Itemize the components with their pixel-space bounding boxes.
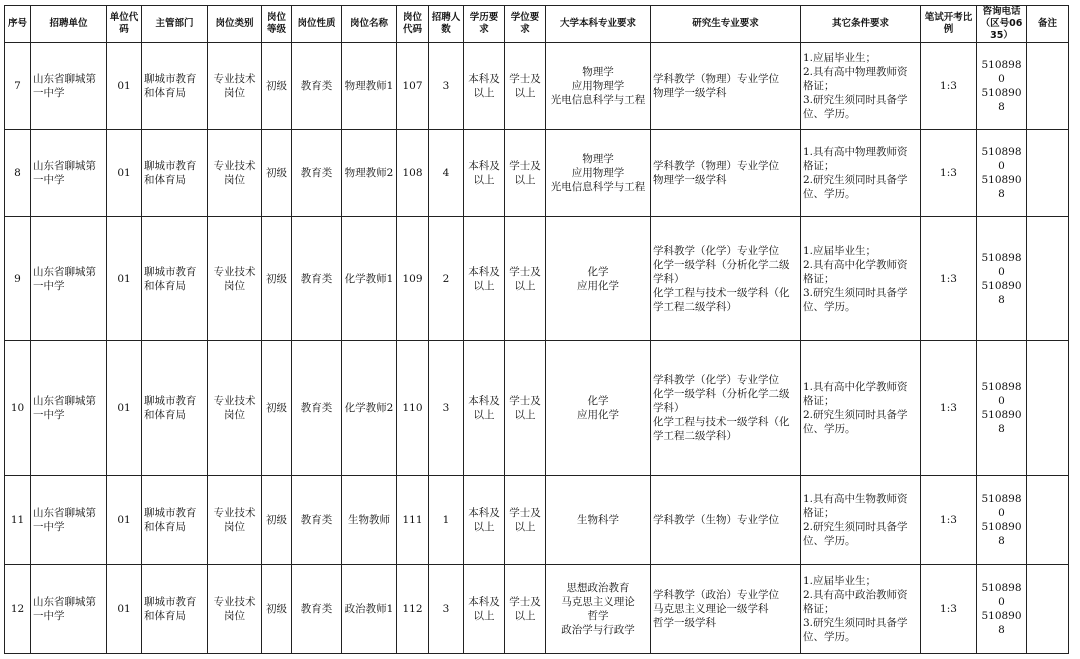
cell-dept: 聊城市教育和体育局 — [142, 565, 208, 654]
cell-post-level: 初级 — [262, 217, 292, 341]
cell-post-name: 物理教师1 — [342, 43, 397, 130]
cell-degree: 学士及以上 — [505, 476, 546, 565]
header-undergrad: 大学本科专业要求 — [546, 6, 651, 43]
cell-unit: 山东省聊城第一中学 — [31, 341, 107, 476]
cell-unit-code: 01 — [107, 341, 142, 476]
cell-ratio: 1:3 — [921, 130, 977, 217]
cell-phone: 5108980 5108908 — [977, 43, 1027, 130]
header-remark: 备注 — [1027, 6, 1069, 43]
cell-post-code: 109 — [397, 217, 429, 341]
cell-unit-code: 01 — [107, 565, 142, 654]
cell-unit: 山东省聊城第一中学 — [31, 43, 107, 130]
cell-undergrad: 思想政治教育 马克思主义理论 哲学 政治学与行政学 — [546, 565, 651, 654]
cell-undergrad: 生物科学 — [546, 476, 651, 565]
cell-other: 1.应届毕业生； 2.具有高中政治教师资格证； 3.研究生须同时具备学位、学历。 — [801, 565, 921, 654]
header-post-level: 岗位等级 — [262, 6, 292, 43]
header-unit: 招聘单位 — [31, 6, 107, 43]
header-degree: 学位要求 — [505, 6, 546, 43]
cell-post-type: 专业技术岗位 — [208, 341, 262, 476]
cell-unit: 山东省聊城第一中学 — [31, 565, 107, 654]
cell-ratio: 1:3 — [921, 43, 977, 130]
cell-other: 1.应届毕业生； 2.具有高中物理教师资格证； 3.研究生须同时具备学位、学历。 — [801, 43, 921, 130]
cell-post-type: 专业技术岗位 — [208, 565, 262, 654]
header-post-code: 岗位代码 — [397, 6, 429, 43]
cell-unit-code: 01 — [107, 43, 142, 130]
cell-ratio: 1:3 — [921, 341, 977, 476]
cell-seq: 11 — [5, 476, 31, 565]
cell-post-code: 112 — [397, 565, 429, 654]
cell-grad: 学科教学（化学）专业学位 化学一级学科（分析化学二级学科） 化学工程与技术一级学科（化学工程二级学科） — [651, 341, 801, 476]
cell-dept: 聊城市教育和体育局 — [142, 476, 208, 565]
cell-seq: 12 — [5, 565, 31, 654]
cell-post-level: 初级 — [262, 476, 292, 565]
cell-phone: 5108980 5108908 — [977, 565, 1027, 654]
cell-remark — [1027, 565, 1069, 654]
cell-degree: 学士及以上 — [505, 43, 546, 130]
header-grad: 研究生专业要求 — [651, 6, 801, 43]
cell-post-level: 初级 — [262, 43, 292, 130]
header-post-nature: 岗位性质 — [292, 6, 342, 43]
header-other: 其它条件要求 — [801, 6, 921, 43]
cell-undergrad: 物理学 应用物理学 光电信息科学与工程 — [546, 130, 651, 217]
header-dept: 主管部门 — [142, 6, 208, 43]
cell-dept: 聊城市教育和体育局 — [142, 43, 208, 130]
cell-grad: 学科教学（物理）专业学位 物理学一级学科 — [651, 130, 801, 217]
cell-degree: 学士及以上 — [505, 341, 546, 476]
cell-grad: 学科教学（生物）专业学位 — [651, 476, 801, 565]
cell-grad: 学科教学（政治）专业学位 马克思主义理论一级学科 哲学一级学科 — [651, 565, 801, 654]
table-row — [5, 341, 1069, 476]
cell-post-nature: 教育类 — [292, 476, 342, 565]
header-row — [5, 6, 1069, 43]
cell-seq: 9 — [5, 217, 31, 341]
header-post-type: 岗位类别 — [208, 6, 262, 43]
cell-recruit-num: 4 — [429, 130, 464, 217]
cell-post-code: 108 — [397, 130, 429, 217]
cell-grad: 学科教学（化学）专业学位 化学一级学科（分析化学二级学科） 化学工程与技术一级学科（化学工程二级学科） — [651, 217, 801, 341]
cell-other: 1.具有高中生物教师资格证； 2.研究生须同时具备学位、学历。 — [801, 476, 921, 565]
cell-remark — [1027, 476, 1069, 565]
cell-post-type: 专业技术岗位 — [208, 217, 262, 341]
cell-recruit-num: 1 — [429, 476, 464, 565]
header-phone: 咨询电话（区号0635） — [977, 6, 1027, 43]
cell-post-type: 专业技术岗位 — [208, 43, 262, 130]
cell-recruit-num: 3 — [429, 43, 464, 130]
recruitment-table — [4, 5, 1069, 654]
cell-edu: 本科及以上 — [464, 130, 505, 217]
cell-degree: 学士及以上 — [505, 217, 546, 341]
cell-edu: 本科及以上 — [464, 43, 505, 130]
cell-dept: 聊城市教育和体育局 — [142, 217, 208, 341]
table-row — [5, 217, 1069, 341]
cell-post-nature: 教育类 — [292, 217, 342, 341]
cell-post-nature: 教育类 — [292, 565, 342, 654]
cell-post-code: 110 — [397, 341, 429, 476]
cell-seq: 10 — [5, 341, 31, 476]
header-unit-code: 单位代码 — [107, 6, 142, 43]
cell-edu: 本科及以上 — [464, 341, 505, 476]
cell-other: 1.应届毕业生； 2.具有高中化学教师资格证； 3.研究生须同时具备学位、学历。 — [801, 217, 921, 341]
cell-dept: 聊城市教育和体育局 — [142, 130, 208, 217]
cell-ratio: 1:3 — [921, 217, 977, 341]
cell-degree: 学士及以上 — [505, 565, 546, 654]
cell-post-code: 111 — [397, 476, 429, 565]
cell-post-nature: 教育类 — [292, 43, 342, 130]
cell-post-name: 生物教师 — [342, 476, 397, 565]
cell-post-name: 化学教师1 — [342, 217, 397, 341]
cell-post-type: 专业技术岗位 — [208, 476, 262, 565]
cell-phone: 5108980 5108908 — [977, 130, 1027, 217]
cell-remark — [1027, 341, 1069, 476]
cell-undergrad: 物理学 应用物理学 光电信息科学与工程 — [546, 43, 651, 130]
header-recruit-num: 招聘人数 — [429, 6, 464, 43]
table-row — [5, 565, 1069, 654]
cell-remark — [1027, 43, 1069, 130]
cell-edu: 本科及以上 — [464, 217, 505, 341]
cell-phone: 5108980 5108908 — [977, 341, 1027, 476]
cell-recruit-num: 3 — [429, 341, 464, 476]
cell-unit-code: 01 — [107, 217, 142, 341]
cell-remark — [1027, 130, 1069, 217]
table-row — [5, 130, 1069, 217]
cell-post-level: 初级 — [262, 130, 292, 217]
cell-undergrad: 化学 应用化学 — [546, 341, 651, 476]
cell-edu: 本科及以上 — [464, 565, 505, 654]
cell-unit-code: 01 — [107, 476, 142, 565]
cell-post-name: 物理教师2 — [342, 130, 397, 217]
cell-seq: 7 — [5, 43, 31, 130]
cell-post-level: 初级 — [262, 341, 292, 476]
cell-undergrad: 化学 应用化学 — [546, 217, 651, 341]
cell-unit-code: 01 — [107, 130, 142, 217]
cell-grad: 学科教学（物理）专业学位 物理学一级学科 — [651, 43, 801, 130]
cell-post-name: 化学教师2 — [342, 341, 397, 476]
cell-unit: 山东省聊城第一中学 — [31, 476, 107, 565]
cell-unit: 山东省聊城第一中学 — [31, 217, 107, 341]
table-row — [5, 476, 1069, 565]
cell-recruit-num: 3 — [429, 565, 464, 654]
cell-post-level: 初级 — [262, 565, 292, 654]
cell-phone: 5108980 5108908 — [977, 217, 1027, 341]
cell-other: 1.具有高中物理教师资格证； 2.研究生须同时具备学位、学历。 — [801, 130, 921, 217]
cell-other: 1.具有高中化学教师资格证； 2.研究生须同时具备学位、学历。 — [801, 341, 921, 476]
cell-ratio: 1:3 — [921, 476, 977, 565]
header-seq: 序号 — [5, 6, 31, 43]
cell-phone: 5108980 5108908 — [977, 476, 1027, 565]
header-ratio: 笔试开考比例 — [921, 6, 977, 43]
cell-dept: 聊城市教育和体育局 — [142, 341, 208, 476]
table-row — [5, 43, 1069, 130]
cell-seq: 8 — [5, 130, 31, 217]
cell-post-name: 政治教师1 — [342, 565, 397, 654]
cell-edu: 本科及以上 — [464, 476, 505, 565]
header-edu: 学历要求 — [464, 6, 505, 43]
cell-post-nature: 教育类 — [292, 130, 342, 217]
cell-degree: 学士及以上 — [505, 130, 546, 217]
cell-ratio: 1:3 — [921, 565, 977, 654]
cell-post-type: 专业技术岗位 — [208, 130, 262, 217]
cell-unit: 山东省聊城第一中学 — [31, 130, 107, 217]
cell-recruit-num: 2 — [429, 217, 464, 341]
cell-remark — [1027, 217, 1069, 341]
cell-post-nature: 教育类 — [292, 341, 342, 476]
cell-post-code: 107 — [397, 43, 429, 130]
header-post-name: 岗位名称 — [342, 6, 397, 43]
